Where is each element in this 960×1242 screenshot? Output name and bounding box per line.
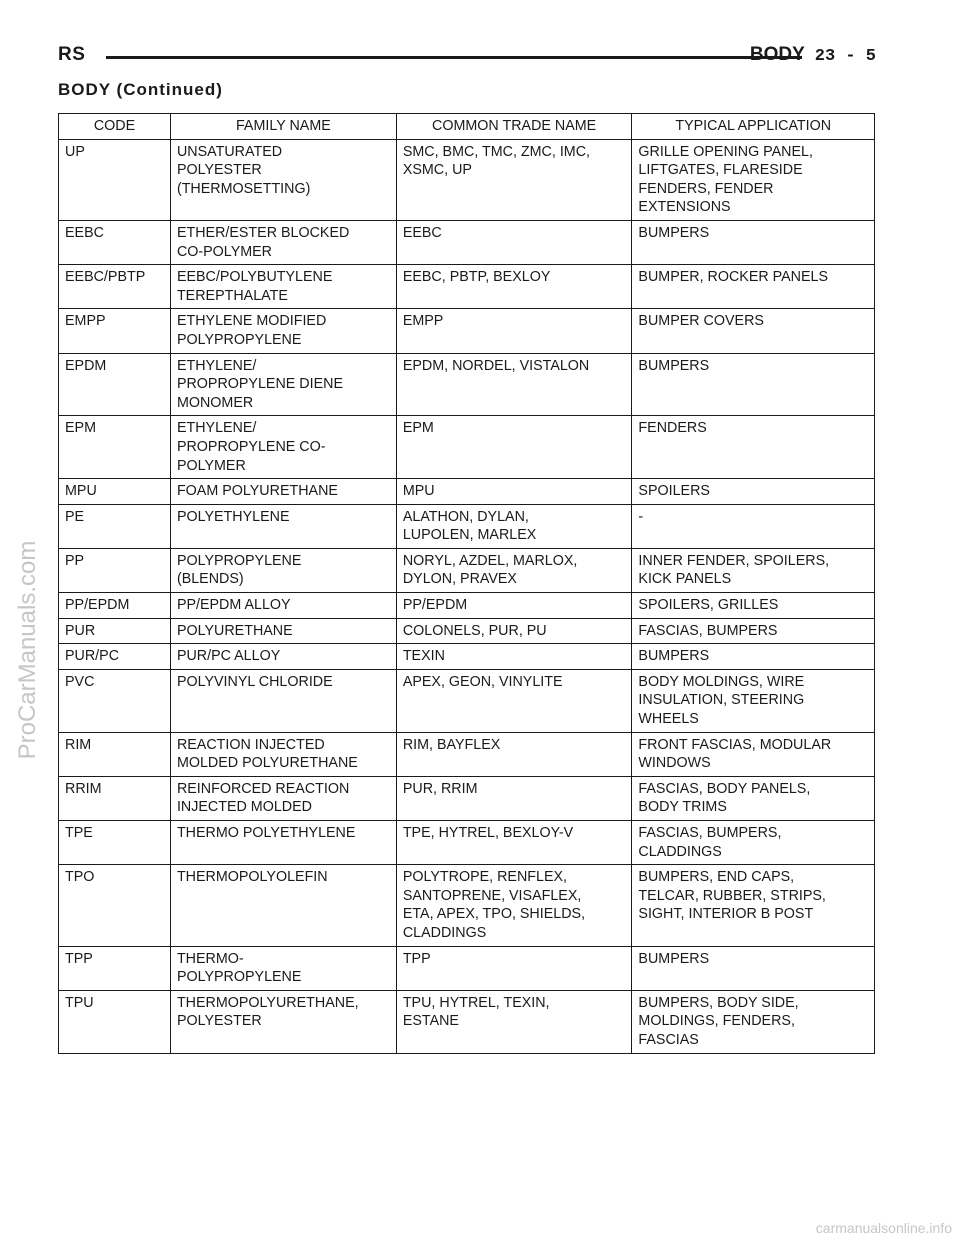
table-row xyxy=(59,946,875,990)
cell-code: PE xyxy=(59,504,171,548)
cell-code: MPU xyxy=(59,479,171,505)
table-row xyxy=(59,504,875,548)
cell-application: FENDERS xyxy=(632,416,875,479)
cell-family-name: POLYPROPYLENE (BLENDS) xyxy=(170,548,396,592)
cell-application: FASCIAS, BUMPERS xyxy=(632,618,875,644)
cell-application: BUMPER COVERS xyxy=(632,309,875,353)
cell-family-name: POLYETHYLENE xyxy=(170,504,396,548)
cell-application: GRILLE OPENING PANEL, LIFTGATES, FLARESIDE FENDERS, FENDER EXTENSIONS xyxy=(632,139,875,220)
cell-family-name: THERMOPOLYOLEFIN xyxy=(170,865,396,946)
cell-code: EEBC xyxy=(59,220,171,264)
table-row xyxy=(59,990,875,1053)
table-body xyxy=(59,139,875,1053)
footer-watermark: carmanualsonline.info xyxy=(815,1220,952,1236)
table-row xyxy=(59,309,875,353)
cell-family-name: EEBC/POLYBUTYLENE TEREPTHALATE xyxy=(170,265,396,309)
cell-application: BUMPERS xyxy=(632,220,875,264)
table-row xyxy=(59,821,875,865)
table-row xyxy=(59,732,875,776)
table-row xyxy=(59,618,875,644)
cell-application: BUMPERS, END CAPS, TELCAR, RUBBER, STRIPS, SIGHT, INTERIOR B POST xyxy=(632,865,875,946)
cell-application: BODY MOLDINGS, WIRE INSULATION, STEERING WHEELS xyxy=(632,669,875,732)
cell-trade-name: EEBC xyxy=(396,220,632,264)
cell-application: INNER FENDER, SPOILERS, KICK PANELS xyxy=(632,548,875,592)
cell-trade-name: POLYTROPE, RENFLEX, SANTOPRENE, VISAFLEX, ETA, APEX, TPO, SHIELDS, CLADDINGS xyxy=(396,865,632,946)
header-section-title: BODY xyxy=(749,44,805,65)
table-row xyxy=(59,265,875,309)
column-header-code: CODE xyxy=(59,114,171,140)
cell-family-name: REACTION INJECTED MOLDED POLYURETHANE xyxy=(170,732,396,776)
column-header-application: TYPICAL APPLICATION xyxy=(632,114,875,140)
table-row xyxy=(59,644,875,670)
cell-family-name: UNSATURATED POLYESTER (THERMOSETTING) xyxy=(170,139,396,220)
cell-code: RRIM xyxy=(59,776,171,820)
table-header-row xyxy=(59,114,875,140)
header-rule xyxy=(106,56,802,59)
cell-code: EPDM xyxy=(59,353,171,416)
table-row xyxy=(59,865,875,946)
side-watermark-text: ProCarManuals.com xyxy=(14,540,41,760)
cell-code: TPP xyxy=(59,946,171,990)
cell-family-name: ETHYLENE/ PROPROPYLENE CO- POLYMER xyxy=(170,416,396,479)
cell-trade-name: EPDM, NORDEL, VISTALON xyxy=(396,353,632,416)
column-header-trade-name: COMMON TRADE NAME xyxy=(396,114,632,140)
cell-code: TPE xyxy=(59,821,171,865)
cell-code: PP xyxy=(59,548,171,592)
cell-trade-name: TPU, HYTREL, TEXIN, ESTANE xyxy=(396,990,632,1053)
cell-family-name: PUR/PC ALLOY xyxy=(170,644,396,670)
cell-code: PP/EPDM xyxy=(59,593,171,619)
cell-application: FASCIAS, BODY PANELS, BODY TRIMS xyxy=(632,776,875,820)
cell-family-name: ETHYLENE/ PROPROPYLENE DIENE MONOMER xyxy=(170,353,396,416)
cell-application: BUMPERS, BODY SIDE, MOLDINGS, FENDERS, FASCIAS xyxy=(632,990,875,1053)
cell-family-name: ETHER/ESTER BLOCKED CO-POLYMER xyxy=(170,220,396,264)
cell-family-name: FOAM POLYURETHANE xyxy=(170,479,396,505)
cell-family-name: THERMO- POLYPROPYLENE xyxy=(170,946,396,990)
cell-family-name: THERMO POLYETHYLENE xyxy=(170,821,396,865)
cell-trade-name: TPP xyxy=(396,946,632,990)
cell-family-name: THERMOPOLYURETHANE, POLYESTER xyxy=(170,990,396,1053)
cell-application: BUMPERS xyxy=(632,644,875,670)
table-row xyxy=(59,416,875,479)
table-row xyxy=(59,139,875,220)
header-model-code: RS xyxy=(58,44,86,65)
cell-trade-name: NORYL, AZDEL, MARLOX, DYLON, PRAVEX xyxy=(396,548,632,592)
cell-application: SPOILERS, GRILLES xyxy=(632,593,875,619)
table-row xyxy=(59,776,875,820)
cell-family-name: POLYURETHANE xyxy=(170,618,396,644)
cell-code: EMPP xyxy=(59,309,171,353)
cell-code: PUR/PC xyxy=(59,644,171,670)
cell-code: TPO xyxy=(59,865,171,946)
cell-trade-name: APEX, GEON, VINYLITE xyxy=(396,669,632,732)
cell-family-name: REINFORCED REACTION INJECTED MOLDED xyxy=(170,776,396,820)
cell-application: BUMPER, ROCKER PANELS xyxy=(632,265,875,309)
table-row xyxy=(59,669,875,732)
cell-trade-name: ALATHON, DYLAN, LUPOLEN, MARLEX xyxy=(396,504,632,548)
table-row xyxy=(59,220,875,264)
page-header xyxy=(58,44,876,74)
cell-code: PUR xyxy=(59,618,171,644)
side-watermark xyxy=(8,510,48,790)
cell-family-name: ETHYLENE MODIFIED POLYPROPYLENE xyxy=(170,309,396,353)
table-row xyxy=(59,548,875,592)
header-section xyxy=(750,44,876,66)
cell-trade-name: MPU xyxy=(396,479,632,505)
cell-application: SPOILERS xyxy=(632,479,875,505)
cell-application: BUMPERS xyxy=(632,946,875,990)
cell-trade-name: PUR, RRIM xyxy=(396,776,632,820)
cell-family-name: POLYVINYL CHLORIDE xyxy=(170,669,396,732)
cell-application: - xyxy=(632,504,875,548)
column-header-family-name: FAMILY NAME xyxy=(170,114,396,140)
cell-trade-name: COLONELS, PUR, PU xyxy=(396,618,632,644)
cell-code: EEBC/PBTP xyxy=(59,265,171,309)
header-page-number: 23 - 5 xyxy=(814,47,876,66)
cell-application: FRONT FASCIAS, MODULAR WINDOWS xyxy=(632,732,875,776)
cell-code: PVC xyxy=(59,669,171,732)
cell-trade-name: RIM, BAYFLEX xyxy=(396,732,632,776)
cell-trade-name: EMPP xyxy=(396,309,632,353)
cell-trade-name: TPE, HYTREL, BEXLOY-V xyxy=(396,821,632,865)
table-row xyxy=(59,593,875,619)
cell-trade-name: TEXIN xyxy=(396,644,632,670)
cell-code: TPU xyxy=(59,990,171,1053)
cell-code: EPM xyxy=(59,416,171,479)
cell-code: UP xyxy=(59,139,171,220)
cell-trade-name: PP/EPDM xyxy=(396,593,632,619)
cell-trade-name: SMC, BMC, TMC, ZMC, IMC, XSMC, UP xyxy=(396,139,632,220)
cell-application: FASCIAS, BUMPERS, CLADDINGS xyxy=(632,821,875,865)
table-row xyxy=(59,479,875,505)
cell-trade-name: EPM xyxy=(396,416,632,479)
cell-trade-name: EEBC, PBTP, BEXLOY xyxy=(396,265,632,309)
continued-title: BODY (Continued) xyxy=(58,80,223,99)
plastics-table xyxy=(58,113,875,1054)
table-row xyxy=(59,353,875,416)
cell-application: BUMPERS xyxy=(632,353,875,416)
cell-code: RIM xyxy=(59,732,171,776)
cell-family-name: PP/EPDM ALLOY xyxy=(170,593,396,619)
